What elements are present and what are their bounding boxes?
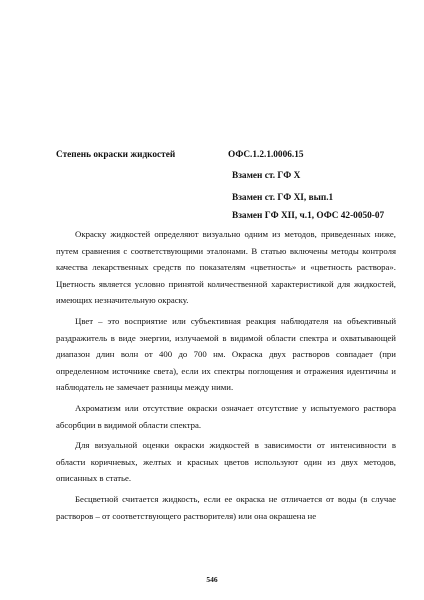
- paragraph: Цвет – это восприятие или субъективная реакция наблюдателя на объективный раздражитель в виде энергии, излучаемой в видимой области спектра и охватывающей диапазон длин волн от 400 до 700 нм. Окраска двух растворов совпадает (при определенном источнике света), если их спектры поглощения и отражения идентичны и наблюдатель не замечает разницы между ними.: [56, 315, 396, 393]
- paragraph: Для визуальной оценки окраски жидкостей в зависимости от интенсивности в области коричневых, желтых и красных цветов используют один из двух методов, описанных в статье.: [56, 440, 396, 484]
- replaces-line-1: Взамен ст. ГФ X: [232, 171, 301, 181]
- replaces-line-3: Взамен ГФ XII, ч.1, ОФС 42-0050-07: [232, 211, 385, 221]
- paragraph: Ахроматизм или отсутствие окраски означает отсутствие у испытуемого раствора абсорбции в видимой области спектра.: [56, 402, 396, 430]
- article-title: Степень окраски жидкостей: [56, 150, 176, 160]
- paragraph: Окраску жидкостей определяют визуально одним из методов, приведенных ниже, путем сравнения с соответствующими эталонами. В статью включены методы контроля качества лекарственных средств по показателям «цветность» и «цветность раствора». Цветность является условно принятой количественной характеристикой для жидкостей, имеющих незначительную окраску.: [56, 229, 396, 306]
- paragraph: Бесцветной считается жидкость, если ее окраска не отличается от воды (в случае растворов – от соответствующего растворителя) или она окрашена не: [56, 493, 396, 521]
- replaces-line-2: Взамен ст. ГФ XI, вып.1: [232, 193, 334, 203]
- article-body: [56, 226, 396, 528]
- article-code: ОФС.1.2.1.0006.15: [228, 150, 304, 160]
- page-number: 546: [206, 575, 218, 584]
